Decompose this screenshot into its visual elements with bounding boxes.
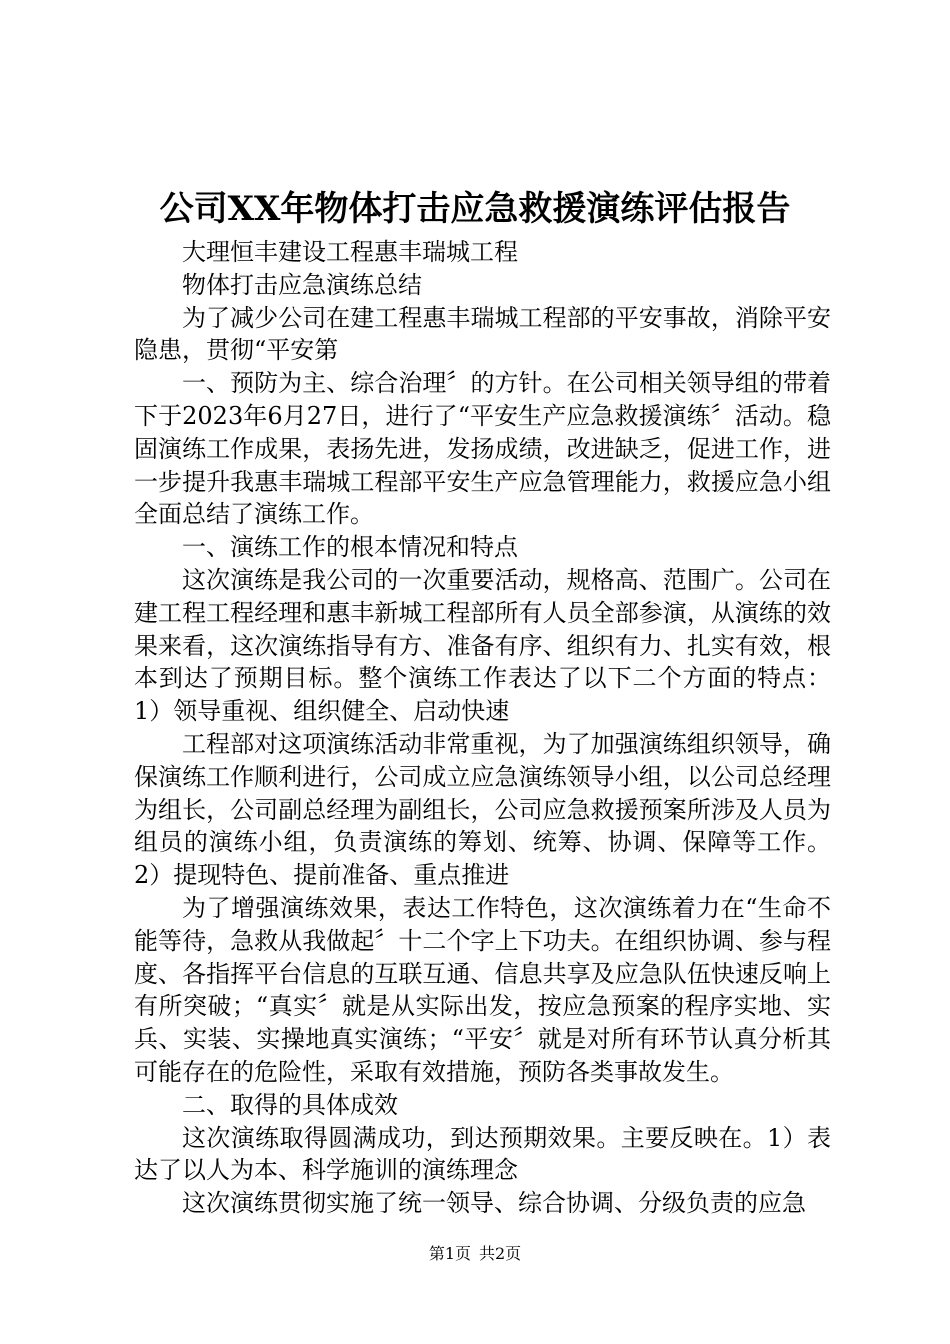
document-title: 公司XX年物体打击应急救援演练评估报告: [159, 189, 791, 229]
section-heading: 一、演练工作的根本情况和特点: [182, 533, 518, 562]
paragraph: 物体打击应急演练总结: [182, 270, 422, 299]
paragraph: 工程部对这项演练活动非常重视，为了加强演练组织领导，确保演练工作顺利进行，公司成立应急演练领导小组，以公司总经理为组长，公司副总经理为副组长，公司应急救援预案所涉及人员为组员的演练小组，负责演练的筹划、统筹、协调、保障等工作。2）提现特色、提前准备、重点推进: [134, 729, 831, 890]
paragraph: 为了增强演练效果，表达工作特色，这次演练着力在“生命不能等待，急救从我做起〞十二个字上下功夫。在组织协调、参与程度、各指挥平台信息的互联互通、信息共享及应急队伍快速反响上有所突破；“真实〞就是从实际出发，按应急预案的程序实地、实兵、实装、实操地真实演练；“平安〞就是对所有环节认真分析其可能存在的危险性，采取有效措施，预防各类事故发生。: [134, 893, 831, 1086]
paragraph: 大理恒丰建设工程惠丰瑞城工程: [182, 238, 518, 266]
paragraph: 这次演练是我公司的一次重要活动，规格高、范围广。公司在建工程工程经理和惠丰新城工程部所有人员全部参演，从演练的效果来看，这次演练指导有方、准备有序、组织有力、扎实有效，根本到达了预期目标。整个演练工作表达了以下二个方面的特点：1）领导重视、组织健全、启动快速: [134, 565, 831, 726]
section-heading: 二、取得的具体成效: [182, 1090, 398, 1119]
paragraph: 这次演练取得圆满成功，到达预期效果。主要反映在。1）表达了以人为本、科学施训的演练理念: [134, 1123, 831, 1185]
paragraph: 一、预防为主、综合治理〞的方针。在公司相关领导组的带着下于2023年6月27日，进行了“平安生产应急救援演练〞活动。稳固演练工作成果，表扬先进，发扬成绩，改进缺乏，促进工作，进一步提升我惠丰瑞城工程部平安生产应急管理能力，救援应急小组全面总结了演练工作。: [134, 369, 831, 529]
paragraph: 这次演练贯彻实施了统一领导、综合协调、分级负责的应急: [182, 1189, 806, 1218]
page-total: 共2页: [479, 1244, 522, 1263]
page-number: 第1页: [428, 1244, 471, 1263]
paragraph: 为了减少公司在建工程惠丰瑞城工程部的平安事故，消除平安隐患，贯彻“平安第: [134, 303, 831, 365]
document-body: [134, 236, 831, 1220]
page-footer: [0, 1242, 950, 1266]
